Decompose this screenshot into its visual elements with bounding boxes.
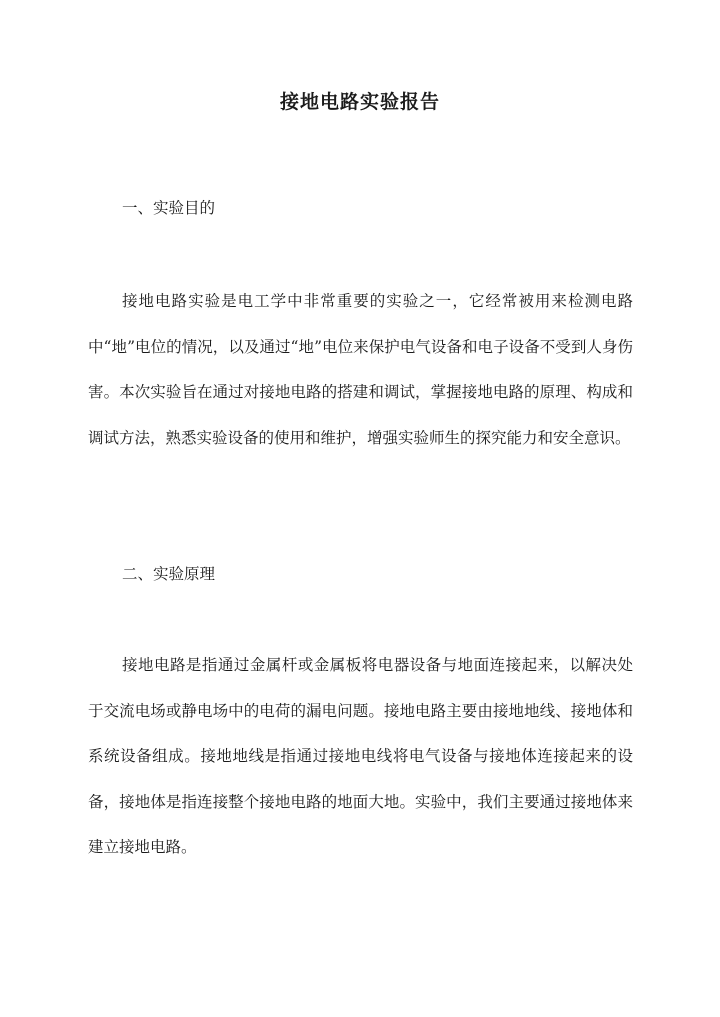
section-heading-purpose: 一、实验目的 bbox=[122, 199, 216, 217]
section-body-purpose: 接地电路实验是电工学中非常重要的实验之一，它经常被用来检测电路中“地”电位的情况，以及通过“地”电位来保护电气设备和电子设备不受到人身伤害。本次实验旨在通过对接地电路的搭建和调试，掌握接地电路的原理、构成和调试方法，熟悉实验设备的使用和维护，增强实验师生的探究能力和安全意识。 bbox=[88, 292, 633, 447]
section-heading-principle: 二、实验原理 bbox=[122, 565, 216, 583]
document-title: 接地电路实验报告 bbox=[279, 91, 440, 113]
section-body-principle: 接地电路是指通过金属杆或金属板将电器设备与地面连接起来，以解决处于交流电场或静电场中的电荷的漏电问题。接地电路主要由接地地线、接地体和系统设备组成。接地地线是指通过接地电线将电气设备与接地体连接起来的设备，接地体是指连接整个接地电路的地面大地。实验中，我们主要通过接地体来建立接地电路。 bbox=[88, 656, 633, 856]
